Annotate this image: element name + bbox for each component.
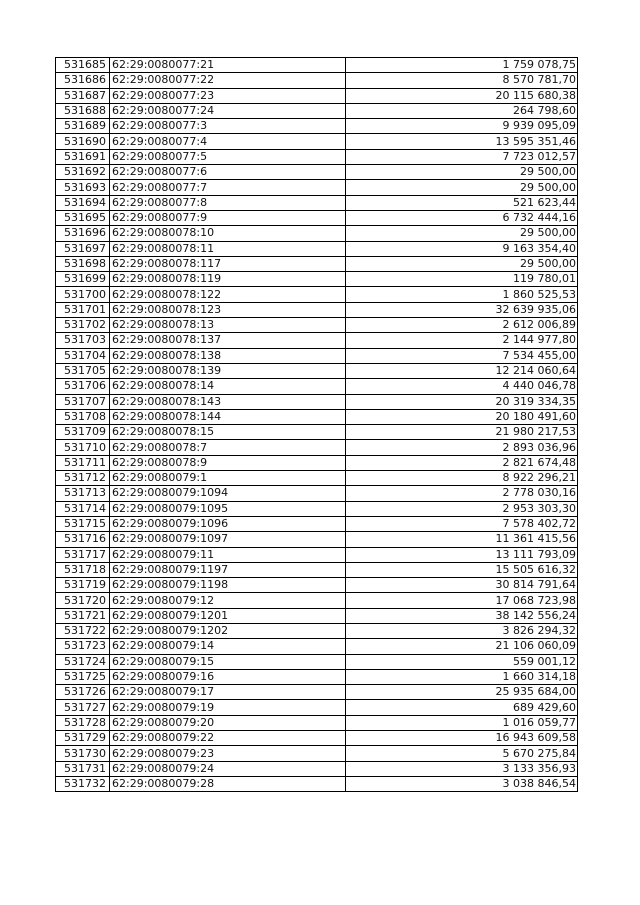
cadastral-value-cell: 21 106 060,09 — [346, 639, 578, 654]
row-number-cell: 531689 — [56, 119, 110, 134]
table-row — [56, 746, 578, 761]
cadastral-value-cell: 559 001,12 — [346, 654, 578, 669]
cadastral-number-cell: 62:29:0080078:144 — [110, 409, 346, 424]
table-row — [56, 715, 578, 730]
cadastral-value-cell: 29 500,00 — [346, 256, 578, 271]
table-row — [56, 623, 578, 638]
table-row — [56, 761, 578, 776]
table-row — [56, 363, 578, 378]
row-number-cell: 531727 — [56, 700, 110, 715]
table-row — [56, 700, 578, 715]
row-number-cell: 531690 — [56, 134, 110, 149]
row-number-cell: 531696 — [56, 226, 110, 241]
cadastral-value-cell: 30 814 791,64 — [346, 578, 578, 593]
cadastral-number-cell: 62:29:0080078:138 — [110, 348, 346, 363]
table-row — [56, 486, 578, 501]
cadastral-number-cell: 62:29:0080078:15 — [110, 425, 346, 440]
cadastral-number-cell: 62:29:0080077:4 — [110, 134, 346, 149]
cadastral-number-cell: 62:29:0080078:122 — [110, 287, 346, 302]
cadastral-number-cell: 62:29:0080079:1096 — [110, 516, 346, 531]
cadastral-value-cell: 13 111 793,09 — [346, 547, 578, 562]
cadastral-number-cell: 62:29:0080078:139 — [110, 363, 346, 378]
row-number-cell: 531726 — [56, 685, 110, 700]
table-row — [56, 425, 578, 440]
cadastral-value-cell: 38 142 556,24 — [346, 608, 578, 623]
row-number-cell: 531729 — [56, 731, 110, 746]
cadastral-value-cell: 1 660 314,18 — [346, 669, 578, 684]
cadastral-number-cell: 62:29:0080077:5 — [110, 149, 346, 164]
table-row — [56, 532, 578, 547]
cadastral-value-cell: 8 570 781,70 — [346, 73, 578, 88]
table-row — [56, 578, 578, 593]
cadastral-number-cell: 62:29:0080077:8 — [110, 195, 346, 210]
cadastral-value-cell: 4 440 046,78 — [346, 379, 578, 394]
row-number-cell: 531693 — [56, 180, 110, 195]
cadastral-value-cell: 3 038 846,54 — [346, 776, 578, 791]
cadastral-number-cell: 62:29:0080077:23 — [110, 88, 346, 103]
cadastral-number-cell: 62:29:0080079:1201 — [110, 608, 346, 623]
table-row — [56, 73, 578, 88]
row-number-cell: 531715 — [56, 516, 110, 531]
table-row — [56, 654, 578, 669]
table-row — [56, 501, 578, 516]
table-row — [56, 302, 578, 317]
cadastral-value-cell: 6 732 444,16 — [346, 210, 578, 225]
row-number-cell: 531725 — [56, 669, 110, 684]
table-row — [56, 348, 578, 363]
cadastral-value-cell: 3 133 356,93 — [346, 761, 578, 776]
cadastral-number-cell: 62:29:0080079:20 — [110, 715, 346, 730]
table-row — [56, 103, 578, 118]
row-number-cell: 531719 — [56, 578, 110, 593]
cadastral-number-cell: 62:29:0080078:9 — [110, 455, 346, 470]
cadastral-value-cell: 7 534 455,00 — [346, 348, 578, 363]
cadastral-value-cell: 9 163 354,40 — [346, 241, 578, 256]
row-number-cell: 531717 — [56, 547, 110, 562]
cadastral-number-cell: 62:29:0080077:7 — [110, 180, 346, 195]
table-row — [56, 165, 578, 180]
cadastral-number-cell: 62:29:0080079:11 — [110, 547, 346, 562]
cadastral-value-cell: 2 612 006,89 — [346, 318, 578, 333]
cadastral-value-cell: 17 068 723,98 — [346, 593, 578, 608]
cadastral-number-cell: 62:29:0080079:24 — [110, 761, 346, 776]
row-number-cell: 531730 — [56, 746, 110, 761]
table-row — [56, 149, 578, 164]
table-row — [56, 195, 578, 210]
row-number-cell: 531691 — [56, 149, 110, 164]
cadastral-value-cell: 20 180 491,60 — [346, 409, 578, 424]
cadastral-value-cell: 1 759 078,75 — [346, 58, 578, 73]
table-row — [56, 562, 578, 577]
cadastral-number-cell: 62:29:0080079:1197 — [110, 562, 346, 577]
row-number-cell: 531695 — [56, 210, 110, 225]
table-row — [56, 440, 578, 455]
table-row — [56, 394, 578, 409]
cadastral-value-cell: 5 670 275,84 — [346, 746, 578, 761]
table-row — [56, 119, 578, 134]
cadastral-number-cell: 62:29:0080079:14 — [110, 639, 346, 654]
cadastral-value-cell: 2 893 036,96 — [346, 440, 578, 455]
row-number-cell: 531712 — [56, 471, 110, 486]
row-number-cell: 531701 — [56, 302, 110, 317]
table-row — [56, 88, 578, 103]
cadastral-value-cell: 7 723 012,57 — [346, 149, 578, 164]
cadastral-value-cell: 12 214 060,64 — [346, 363, 578, 378]
table-row — [56, 776, 578, 791]
cadastral-number-cell: 62:29:0080079:23 — [110, 746, 346, 761]
cadastral-value-cell: 11 361 415,56 — [346, 532, 578, 547]
table-row — [56, 455, 578, 470]
row-number-cell: 531685 — [56, 58, 110, 73]
cadastral-number-cell: 62:29:0080077:9 — [110, 210, 346, 225]
row-number-cell: 531722 — [56, 623, 110, 638]
row-number-cell: 531706 — [56, 379, 110, 394]
row-number-cell: 531700 — [56, 287, 110, 302]
row-number-cell: 531710 — [56, 440, 110, 455]
cadastral-value-cell: 521 623,44 — [346, 195, 578, 210]
cadastral-number-cell: 62:29:0080079:1198 — [110, 578, 346, 593]
table-row — [56, 516, 578, 531]
cadastral-number-cell: 62:29:0080079:17 — [110, 685, 346, 700]
cadastral-number-cell: 62:29:0080077:22 — [110, 73, 346, 88]
cadastral-number-cell: 62:29:0080077:3 — [110, 119, 346, 134]
cadastral-value-cell: 15 505 616,32 — [346, 562, 578, 577]
cadastral-value-cell: 2 821 674,48 — [346, 455, 578, 470]
row-number-cell: 531720 — [56, 593, 110, 608]
table-row — [56, 134, 578, 149]
row-number-cell: 531728 — [56, 715, 110, 730]
cadastral-value-cell: 3 826 294,32 — [346, 623, 578, 638]
row-number-cell: 531723 — [56, 639, 110, 654]
cadastral-number-cell: 62:29:0080079:1 — [110, 471, 346, 486]
row-number-cell: 531724 — [56, 654, 110, 669]
row-number-cell: 531705 — [56, 363, 110, 378]
cadastral-number-cell: 62:29:0080078:117 — [110, 256, 346, 271]
table-row — [56, 226, 578, 241]
row-number-cell: 531716 — [56, 532, 110, 547]
row-number-cell: 531709 — [56, 425, 110, 440]
cadastral-number-cell: 62:29:0080079:19 — [110, 700, 346, 715]
cadastral-number-cell: 62:29:0080078:119 — [110, 272, 346, 287]
table-row — [56, 731, 578, 746]
cadastral-value-cell: 29 500,00 — [346, 226, 578, 241]
table-row — [56, 287, 578, 302]
table-row — [56, 547, 578, 562]
row-number-cell: 531698 — [56, 256, 110, 271]
table-row — [56, 669, 578, 684]
cadastral-number-cell: 62:29:0080079:1095 — [110, 501, 346, 516]
table-row — [56, 409, 578, 424]
table-row — [56, 256, 578, 271]
table-row — [56, 272, 578, 287]
cadastral-number-cell: 62:29:0080079:1202 — [110, 623, 346, 638]
cadastral-number-cell: 62:29:0080078:14 — [110, 379, 346, 394]
cadastral-value-cell: 13 595 351,46 — [346, 134, 578, 149]
table-row — [56, 379, 578, 394]
row-number-cell: 531718 — [56, 562, 110, 577]
cadastral-number-cell: 62:29:0080077:21 — [110, 58, 346, 73]
row-number-cell: 531707 — [56, 394, 110, 409]
cadastral-number-cell: 62:29:0080078:137 — [110, 333, 346, 348]
row-number-cell: 531731 — [56, 761, 110, 776]
cadastral-value-cell: 25 935 684,00 — [346, 685, 578, 700]
cadastral-number-cell: 62:29:0080077:6 — [110, 165, 346, 180]
row-number-cell: 531699 — [56, 272, 110, 287]
cadastral-value-cell: 2 778 030,16 — [346, 486, 578, 501]
row-number-cell: 531697 — [56, 241, 110, 256]
cadastral-value-cell: 32 639 935,06 — [346, 302, 578, 317]
row-number-cell: 531704 — [56, 348, 110, 363]
cadastral-number-cell: 62:29:0080078:143 — [110, 394, 346, 409]
row-number-cell: 531702 — [56, 318, 110, 333]
cadastral-number-cell: 62:29:0080078:10 — [110, 226, 346, 241]
cadastral-number-cell: 62:29:0080078:13 — [110, 318, 346, 333]
cadastral-number-cell: 62:29:0080078:11 — [110, 241, 346, 256]
cadastral-value-cell: 29 500,00 — [346, 180, 578, 195]
table-body — [56, 58, 578, 792]
cadastral-value-cell: 20 115 680,38 — [346, 88, 578, 103]
cadastral-number-cell: 62:29:0080079:28 — [110, 776, 346, 791]
cadastral-value-cell: 2 953 303,30 — [346, 501, 578, 516]
cadastral-number-cell: 62:29:0080079:1097 — [110, 532, 346, 547]
cadastral-value-cell: 689 429,60 — [346, 700, 578, 715]
table-row — [56, 210, 578, 225]
row-number-cell: 531714 — [56, 501, 110, 516]
cadastral-value-cell: 119 780,01 — [346, 272, 578, 287]
cadastral-number-cell: 62:29:0080079:15 — [110, 654, 346, 669]
row-number-cell: 531708 — [56, 409, 110, 424]
row-number-cell: 531732 — [56, 776, 110, 791]
row-number-cell: 531686 — [56, 73, 110, 88]
cadastral-value-cell: 8 922 296,21 — [346, 471, 578, 486]
cadastral-value-cell: 1 016 059,77 — [346, 715, 578, 730]
row-number-cell: 531692 — [56, 165, 110, 180]
table-row — [56, 333, 578, 348]
row-number-cell: 531703 — [56, 333, 110, 348]
table-row — [56, 58, 578, 73]
cadastral-value-cell: 7 578 402,72 — [346, 516, 578, 531]
row-number-cell: 531694 — [56, 195, 110, 210]
cadastral-value-cell: 29 500,00 — [346, 165, 578, 180]
cadastral-value-cell: 2 144 977,80 — [346, 333, 578, 348]
table-row — [56, 593, 578, 608]
cadastral-number-cell: 62:29:0080078:123 — [110, 302, 346, 317]
cadastral-number-cell: 62:29:0080077:24 — [110, 103, 346, 118]
table-row — [56, 685, 578, 700]
table-row — [56, 639, 578, 654]
cadastral-number-cell: 62:29:0080079:16 — [110, 669, 346, 684]
cadastral-number-cell: 62:29:0080079:22 — [110, 731, 346, 746]
table-row — [56, 241, 578, 256]
row-number-cell: 531688 — [56, 103, 110, 118]
cadastral-value-cell: 20 319 334,35 — [346, 394, 578, 409]
cadastral-number-cell: 62:29:0080079:12 — [110, 593, 346, 608]
cadastral-value-cell: 9 939 095,09 — [346, 119, 578, 134]
table-row — [56, 318, 578, 333]
cadastral-value-cell: 264 798,60 — [346, 103, 578, 118]
table-row — [56, 608, 578, 623]
cadastral-value-cell: 1 860 525,53 — [346, 287, 578, 302]
cadastral-number-cell: 62:29:0080079:1094 — [110, 486, 346, 501]
row-number-cell: 531711 — [56, 455, 110, 470]
cadastral-value-cell: 21 980 217,53 — [346, 425, 578, 440]
cadastral-value-cell: 16 943 609,58 — [346, 731, 578, 746]
cadastral-number-cell: 62:29:0080078:7 — [110, 440, 346, 455]
cadastral-value-table — [55, 57, 578, 792]
row-number-cell: 531713 — [56, 486, 110, 501]
table-row — [56, 180, 578, 195]
row-number-cell: 531721 — [56, 608, 110, 623]
table-row — [56, 471, 578, 486]
row-number-cell: 531687 — [56, 88, 110, 103]
